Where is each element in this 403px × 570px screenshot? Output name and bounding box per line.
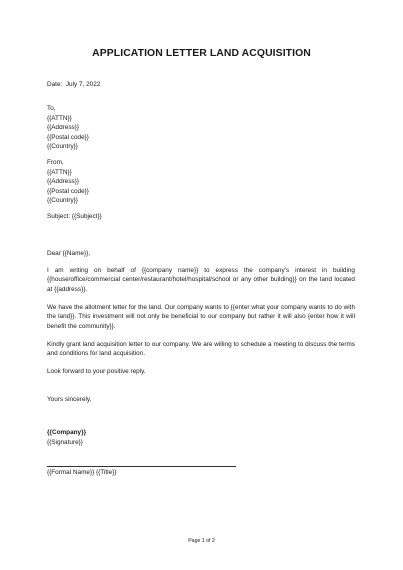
signature-line (47, 466, 236, 467)
from-address: {{Address}} (47, 178, 79, 185)
to-postal-code: {{Postal code}} (47, 133, 89, 141)
from-postal-code: {{Postal code}} (47, 187, 89, 195)
greeting: Dear {{Name}}, (47, 250, 90, 257)
document-title: APPLICATION LETTER LAND ACQUISITION (92, 48, 311, 59)
date-label: Date: (47, 81, 63, 88)
date-value: July 7, 2022 (65, 81, 101, 88)
date-line (47, 80, 100, 89)
subject-line: Subject: {{Subject}} (47, 213, 102, 220)
from-label: From, (47, 159, 64, 166)
formal-name-title: {{Formal Name}} {{Title}} (47, 469, 117, 476)
from-country: {{Country}} (47, 197, 78, 204)
to-label: To, (47, 105, 56, 112)
to-attn: {{ATTN}} (47, 114, 72, 122)
closing: Yours sincerely, (47, 396, 92, 403)
to-country: {{Country}} (47, 143, 78, 150)
to-address: {{Address}} (47, 124, 79, 131)
from-attn: {{ATTN}} (47, 168, 72, 176)
signature: {{Signature}} (47, 438, 83, 446)
paragraph-reply: Look forward to your positive reply. (47, 368, 146, 375)
paragraph-allotment: We have the allotment letter for the land. Our company wants to {{enter what your company wants to do with the land}}. This investment will not only be beneficial to our company but rather it will also {enter how it will benefit the community}}. (47, 304, 355, 330)
paragraph-request: Kindly grant land acquisition letter to our company. We are willing to schedule a meeting to discuss the terms and conditions for land acquisition. (47, 341, 355, 358)
page-number: Page 1 of 2 (188, 538, 215, 544)
paragraph-intro: I am writing on behalf of {{company name}} to express the company's interest in building {{house/office/commercial center/restaurant/hotel/hospital/school or any other building}} on the land located at {{address}}. (47, 267, 355, 293)
company-name: {{Company}} (47, 429, 87, 436)
